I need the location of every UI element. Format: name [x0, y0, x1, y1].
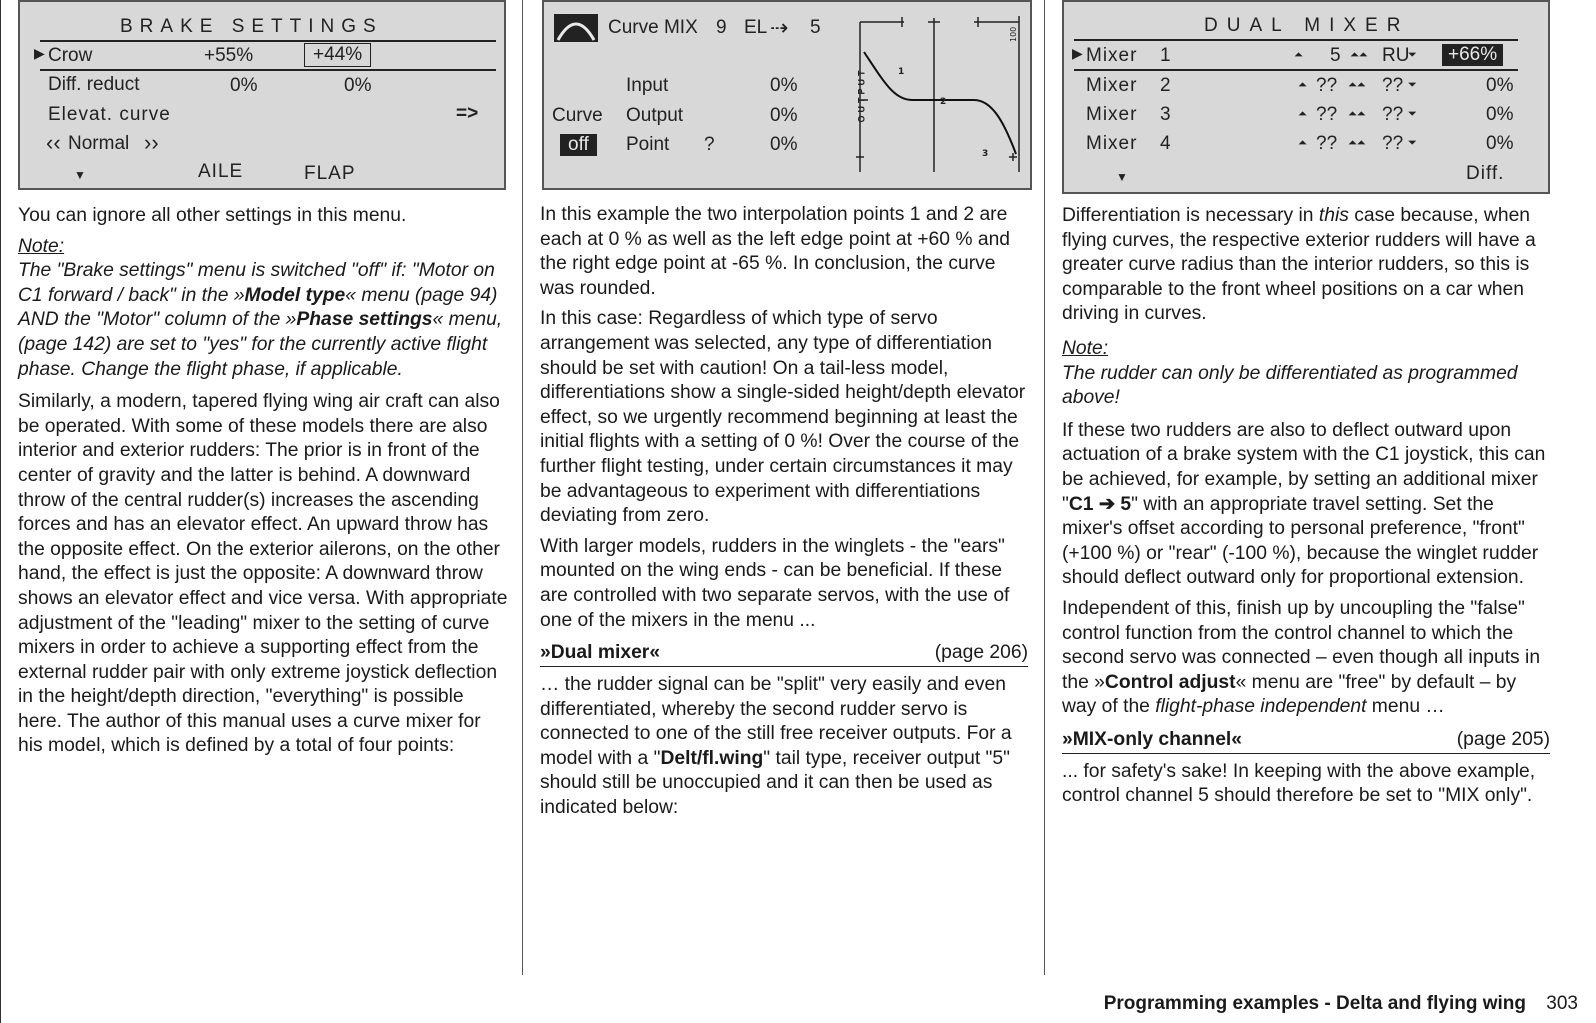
reference-page: (page 205)	[1456, 728, 1550, 750]
mixer-number: 4	[1160, 133, 1171, 154]
up-arrow-icon: ⏶	[1298, 137, 1307, 149]
dual-mixer-display	[1062, 0, 1550, 194]
crow-value-1[interactable]: +55%	[204, 45, 254, 66]
mixer-number: 3	[1160, 104, 1171, 125]
paragraph: In this case: Regardless of which type of servo arrangement was selected, any type of differentiation should be set with caution! On a tail-less model, differentiations show a single-sided height/depth elevator effect, so we urgently recommend beginning at least the initial flights with a setting of 0 %! Over the course of the further flight testing, under certain circumstances it may be advantageous to experiment with differentiations deviating from zero.	[540, 308, 1026, 527]
diff-reduct-label[interactable]: Diff. reduct	[48, 74, 140, 95]
mixer-source[interactable]: 5	[1330, 45, 1341, 66]
up-arrow-icon: ⏶⏶	[1348, 108, 1366, 120]
column-flap: FLAP	[304, 163, 356, 184]
input-label: Input	[626, 75, 669, 96]
mixer-number: 2	[1160, 75, 1171, 96]
phase-next-icon[interactable]: ››	[144, 130, 159, 155]
reference-title: »MIX-only channel«	[1062, 728, 1242, 750]
point-label: Point	[626, 134, 670, 155]
column-divider-2	[1044, 0, 1045, 975]
curve-label: Curve	[552, 105, 603, 126]
paragraph: Differentiation is necessary in this case because, when flying curves, the respective exterior rudders will have a greater curve radius than the interior rudders, so this is comparable to the front wheel positions on a car when driving in curves.	[1062, 205, 1536, 325]
diff-reduct-value-2[interactable]: 0%	[344, 75, 372, 96]
mixer-value[interactable]: 0%	[1486, 104, 1514, 125]
curve-mix-number: 9	[716, 17, 727, 38]
cursor-arrow-icon: ▶	[34, 45, 45, 61]
output-value: 0%	[770, 105, 798, 126]
mixer-label[interactable]: Mixer	[1086, 104, 1138, 125]
up-arrow-icon: ⏶⏶	[1350, 49, 1368, 61]
target-channel: 5	[810, 17, 821, 38]
mixer-target[interactable]: ??	[1382, 104, 1404, 125]
paragraph: Independent of this, finish up by uncoupling the "false" control function from the control channel to which the second servo was connected – even though all inputs in the »Control adjust« menu are "free" by default – by way of the flight-phase independent menu …	[1062, 597, 1541, 718]
lcd-divider	[40, 69, 496, 71]
point-value: 0%	[770, 134, 798, 155]
down-arrow-icon: ⏷	[1408, 49, 1417, 61]
curve-mix-display	[542, 0, 1032, 190]
dual-mixer-reference	[540, 641, 1028, 667]
mixer-target[interactable]: RU	[1382, 45, 1410, 66]
up-arrow-icon: ⏶	[1298, 108, 1307, 120]
mixer-value[interactable]: 0%	[1486, 75, 1514, 96]
curve-graph	[854, 12, 1026, 172]
point-3-label: 3	[982, 149, 989, 159]
paragraph: Similarly, a modern, tapered flying wing air craft can also be operated. With some of these models there are also interior and exterior rudders: The prior is in front of the center of gravity and the latter is behind. A downward throw of the central rudder(s) increases the ascending forces and has an elevator effect. An upward throw has the opposite effect. On the exterior ailerons, on the other hand, the effect is just the opposite: A downward throw shows an elevator effect and vice versa. With appropriate adjustment of the "leading" mixer to the setting of curve mixers in order to achieve a supporting effect from the external rudder pair with only extreme joystick deflection in the height/depth direction, "everything" is possible here. The author of this manual uses a curve mixer for his model, which is defined by a total of four points:	[18, 391, 508, 757]
note-label: Note:	[18, 235, 65, 257]
lcd-divider	[1074, 39, 1518, 41]
point-number: ?	[704, 134, 715, 155]
column-divider-left	[0, 0, 1, 1023]
elevat-curve-arrow-icon[interactable]: =>	[456, 103, 479, 124]
phase-name: Normal	[68, 133, 130, 154]
column-divider-1	[522, 0, 523, 975]
elevat-curve-label[interactable]: Elevat. curve	[48, 104, 171, 125]
mix-only-reference	[1062, 728, 1550, 754]
mixer-label[interactable]: Mixer	[1086, 75, 1138, 96]
lcd-divider	[1074, 69, 1518, 71]
footer-title: Programming examples - Delta and flying wing	[1103, 993, 1526, 1014]
lcd-title: DUAL MIXER	[1204, 15, 1410, 36]
column-1-text	[18, 204, 508, 765]
up-arrow-icon: ⏶⏶	[1348, 79, 1366, 91]
reference-title: »Dual mixer«	[540, 642, 661, 664]
input-value: 0%	[770, 75, 798, 96]
lcd-title: BRAKE SETTINGS	[120, 16, 383, 37]
output-label: Output	[626, 105, 684, 126]
paragraph: If these two rudders are also to deflect outward upon actuation of a brake system with the C1 joystick, this can be achieved, for example, by setting an additional mixer "C1 ➔ 5" with an appropriate travel setting. Set the mixer's offset according to personal preference, "front" (+100 %) or "rear" (-100 %), because the winglet rudder should deflect outward only for proportional extension.	[1062, 419, 1546, 589]
note-text: The rudder can only be differentiated as programmed above!	[1062, 362, 1518, 409]
mixer-source[interactable]: ??	[1316, 133, 1338, 154]
note-label: Note:	[1062, 337, 1109, 359]
column-aile: AILE	[198, 161, 244, 182]
diff-label[interactable]: Diff.	[1466, 163, 1505, 184]
down-arrow-icon: ⏷	[1408, 79, 1417, 91]
column-3	[1062, 0, 1550, 807]
point-2-label: 2	[940, 97, 947, 107]
lcd-divider	[40, 40, 496, 42]
paragraph: With larger models, rudders in the winglets - the "ears" mounted on the wing ends - can be beneficial. If these are controlled with two separate servos, with the use of one of the mixers in the menu ...	[540, 535, 1010, 631]
point-1-label: 1	[898, 67, 905, 77]
mixer-target[interactable]: ??	[1382, 133, 1404, 154]
down-arrow-icon: ⏷	[1408, 137, 1417, 149]
arrow-icon: ⇢	[770, 15, 789, 40]
mixer-target[interactable]: ??	[1382, 75, 1404, 96]
up-arrow-icon: ⏶	[1294, 49, 1303, 61]
mixer-value[interactable]: +66%	[1442, 44, 1503, 66]
output-axis-label: OUTPUT	[856, 67, 867, 123]
paragraph: In this example the two interpolation points 1 and 2 are each at 0 % as well as the left edge point at +60 % and the right edge point at -65 %. In conclusion, the curve was rounded.	[540, 204, 1011, 299]
mixer-number: 1	[1160, 45, 1171, 66]
scroll-down-icon[interactable]: ▼	[74, 168, 86, 182]
y-top-label: 100	[1009, 26, 1018, 42]
cursor-arrow-icon: ▶	[1072, 45, 1083, 61]
mixer-label[interactable]: Mixer	[1086, 133, 1138, 154]
note-text: The "Brake settings" menu is switched "off" if: "Motor on C1 forward / back" in the »Model type« menu (page 94) AND the "Motor" column of the »Phase settings« menu, (page 142) are set to "yes" for the currently active flight phase. Change the flight phase, if applicable.	[18, 260, 503, 380]
scroll-down-icon[interactable]: ▼	[1116, 170, 1128, 184]
up-arrow-icon: ⏶	[1298, 79, 1307, 91]
paragraph: You can ignore all other settings in this menu.	[18, 205, 407, 226]
down-arrow-icon: ⏷	[1408, 108, 1417, 120]
mixer-source[interactable]: ??	[1316, 104, 1338, 125]
page-number: 303	[1546, 993, 1578, 1014]
crow-value-2[interactable]: +44%	[304, 43, 371, 67]
column-2-text	[540, 203, 1028, 827]
reference-page: (page 206)	[934, 642, 1028, 664]
up-arrow-icon: ⏶⏶	[1348, 137, 1366, 149]
column-2	[540, 0, 1028, 819]
curve-mix-header: Curve MIX	[608, 17, 698, 38]
paragraph: … the rudder signal can be "split" very easily and even differentiated, whereby the second rudder servo is connected to one of the still free receiver outputs. For a model with a "Delt/fl.wing" tail type, receiver output "5" should still be unoccupied and it can then be used as indicated below:	[540, 674, 1012, 819]
source-el: EL	[744, 17, 768, 38]
phase-prev-icon[interactable]: ‹‹	[46, 130, 61, 155]
diff-reduct-value-1[interactable]: 0%	[230, 75, 258, 96]
mixer-value[interactable]: 0%	[1486, 133, 1514, 154]
crow-label[interactable]: Crow	[48, 45, 93, 66]
mixer-source[interactable]: ??	[1316, 75, 1338, 96]
brake-settings-display	[18, 0, 506, 190]
mixer-label[interactable]: Mixer	[1086, 45, 1138, 66]
curve-off-toggle[interactable]: off	[560, 134, 597, 156]
column-3-text	[1062, 204, 1550, 815]
column-1	[18, 0, 508, 757]
curve-shape-icon	[554, 14, 598, 42]
paragraph: ... for safety's sake! In keeping with the above example, control channel 5 should therefore be set to "MIX only".	[1062, 760, 1536, 807]
